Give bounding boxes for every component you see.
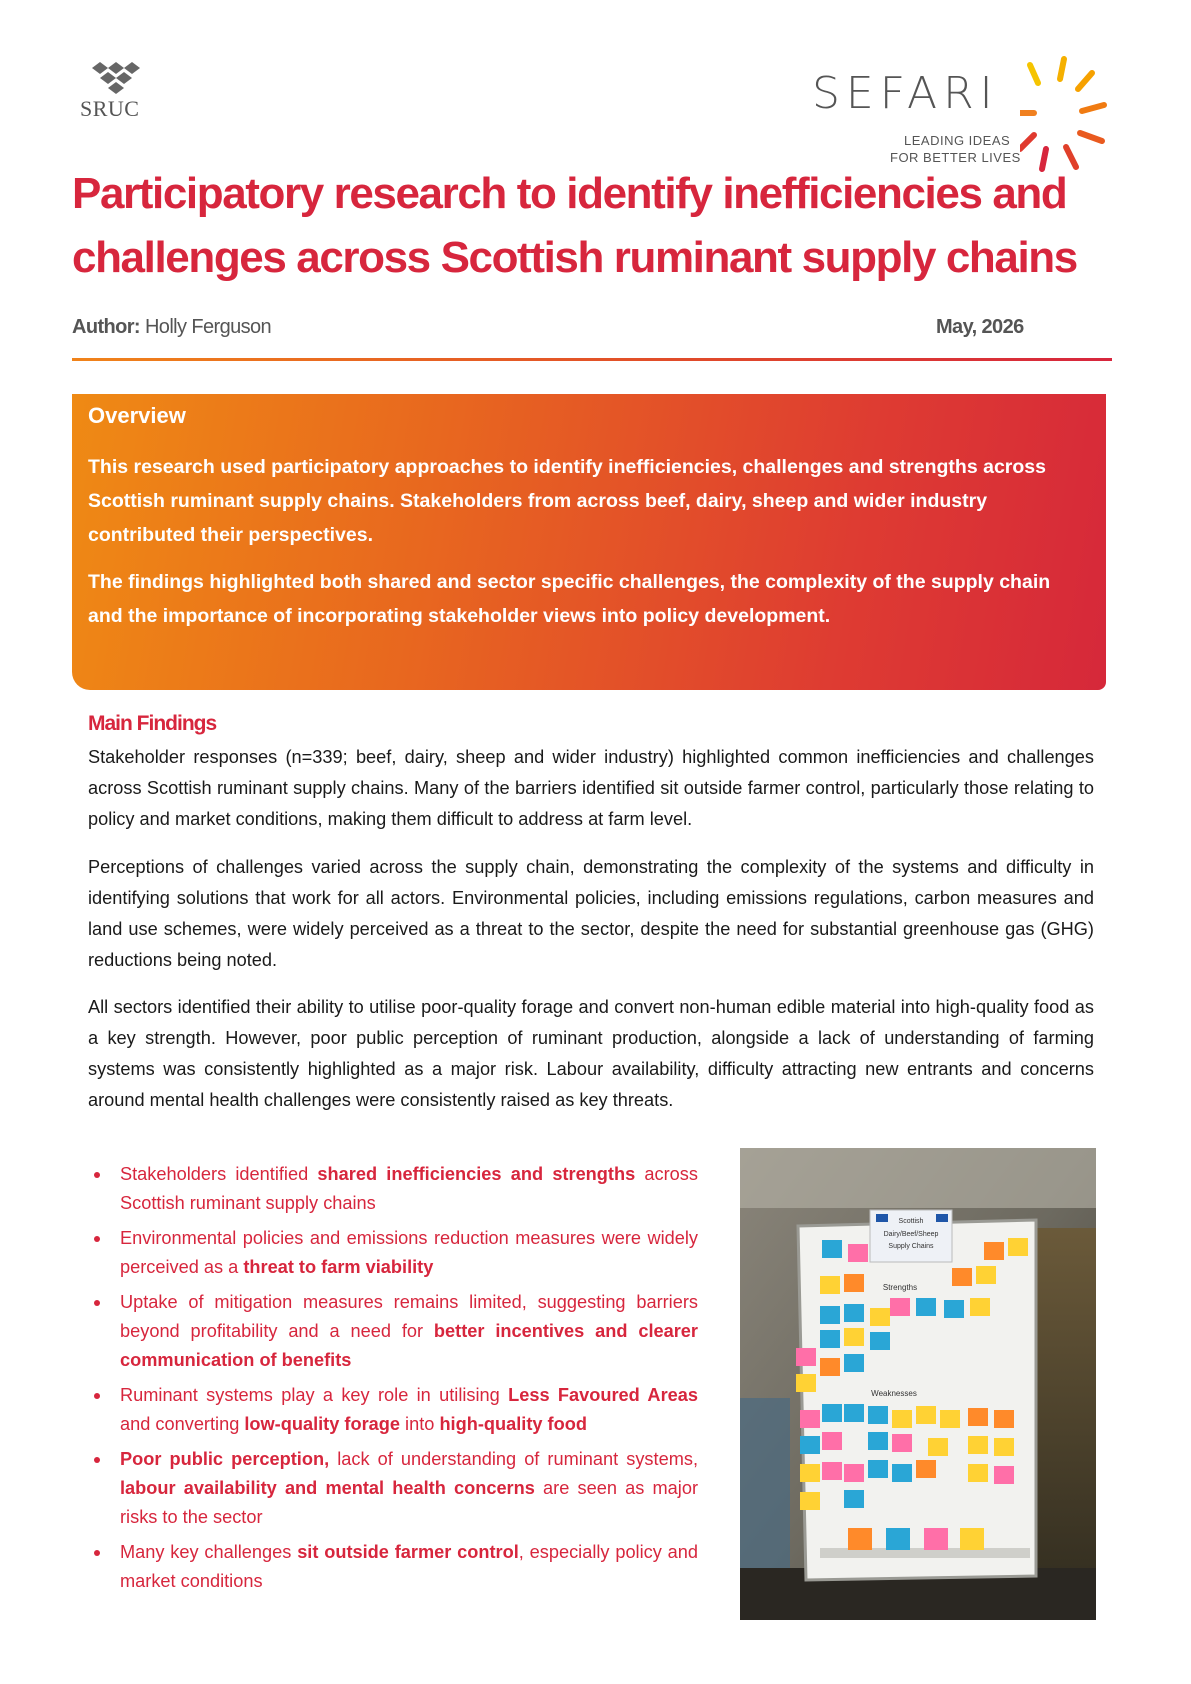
list-item: Poor public perception, lack of understanding of ruminant systems, labour availability and mental health concerns are seen as major risks to the sector <box>88 1445 698 1532</box>
svg-text:Scottish: Scottish <box>898 1218 924 1225</box>
svg-text:Weaknesses: Weaknesses <box>871 1389 917 1398</box>
list-item: Environmental policies and emissions reduction measures were widely perceived as a threat to farm viability <box>88 1224 698 1282</box>
main-findings-paragraph-2: Perceptions of challenges varied across the supply chain, demonstrating the complexity of the systems and difficulty in identifying solutions that work for all actors. Environmental policies, including emissions regulations, carbon measures and land use schemes, were widely perceived as a threat to the sector, despite the need for substantial greenhouse gas (GHG) reductions being noted. <box>88 857 1094 970</box>
sruc-diamond-icon <box>78 58 148 98</box>
svg-text:Dairy/Beef/Sheep: Dairy/Beef/Sheep <box>883 1231 939 1238</box>
svg-text:Strengths: Strengths <box>882 1283 918 1292</box>
overview-paragraph-2: The findings highlighted both shared and sector specific challenges, the complexity of the supply chain and the importance of incorporating stakeholder views into policy development. <box>88 571 1051 627</box>
overview-heading: Overview <box>88 403 186 428</box>
title-line-1: Participatory research to identify inefficiencies and <box>72 169 1067 218</box>
sruc-logo-text: SRUC <box>80 96 140 121</box>
main-findings-heading: Main Findings <box>88 712 217 735</box>
list-item: Ruminant systems play a key role in utilising Less Favoured Areas and converting low-quality forage into high-quality food <box>88 1381 698 1439</box>
whiteboard-photo <box>740 1148 1096 1620</box>
publication-date: May, 2026 <box>936 316 1024 338</box>
author-line <box>72 316 271 339</box>
svg-text:Supply Chains: Supply Chains <box>888 1243 934 1250</box>
overview-paragraph-1: This research used participatory approaches to identify inefficiencies, challenges and strengths across Scottish ruminant supply chains. Stakeholders from across beef, dairy, sheep and wider industry contributed their perspectives. <box>88 456 1046 546</box>
key-points-list <box>88 1160 698 1602</box>
list-item: Stakeholders identified shared inefficiencies and strengths across Scottish ruminant supply chains <box>88 1160 698 1218</box>
title-line-2: challenges across Scottish ruminant supply chains <box>72 233 1077 282</box>
main-findings-paragraph-3: All sectors identified their ability to utilise poor-quality forage and convert non-human edible material into high-quality food as a key strength. However, poor public perception of ruminant production, alongside a lack of understanding of farming systems was consistently highlighted as a major risk. Labour availability, difficulty attracting new entrants and concerns around mental health challenges were consistently raised as key threats. <box>88 997 1094 1110</box>
author-name: Holly Ferguson <box>144 316 272 338</box>
flag-icon <box>876 1214 888 1222</box>
sefari-wordmark: SEFARI <box>812 68 999 119</box>
header-divider <box>72 358 1112 361</box>
main-findings-paragraph-1: Stakeholder responses (n=339; beef, dairy, sheep and wider industry) highlighted common inefficiencies and challenges across Scottish ruminant supply chains. Many of the barriers identified sit outside farmer control, particularly those relating to policy and market conditions, making them difficult to address at farm level. <box>88 747 1094 829</box>
author-label: Author: <box>72 316 140 338</box>
list-item: Many key challenges sit outside farmer control, especially policy and market conditions <box>88 1538 698 1596</box>
sefari-tagline-2: FOR BETTER LIVES <box>890 150 1021 165</box>
page-title <box>72 162 1132 290</box>
sefari-tagline-1: LEADING IDEAS <box>904 133 1011 148</box>
flag-icon <box>936 1214 948 1222</box>
whiteboard-illustration <box>740 1148 1096 1620</box>
list-item: Uptake of mitigation measures remains limited, suggesting barriers beyond profitability and a need for better incentives and clearer communication of benefits <box>88 1288 698 1375</box>
sefari-sun-rays-icon <box>1020 55 1130 175</box>
